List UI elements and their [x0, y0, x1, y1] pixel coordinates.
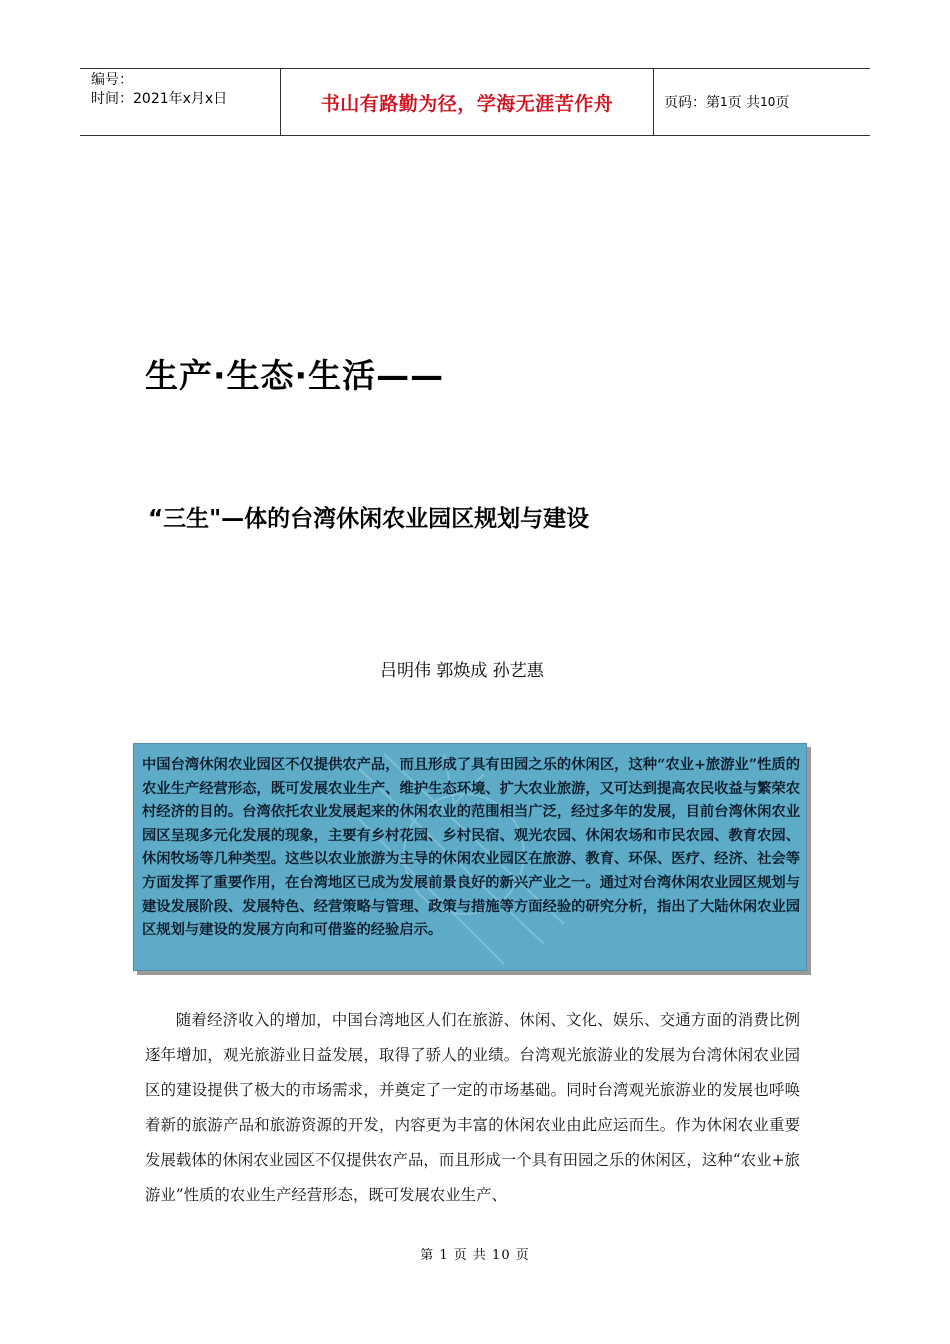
- page-total: 10: [760, 95, 776, 109]
- abstract-text: 中国台湾休闲农业园区不仅提供农产品，而且形成了具有田园之乐的休闲区，这种“农业+旅游业”性质的农业生产经营形态，既可发展农业生产、维护生态环境、扩大农业旅游，又可达到提高农民收益与繁荣农村经济的目的。台湾依托农业发展起来的休闲农业的范围相当广泛，经过多年的发展，目前台湾休闲农业园区呈现多元化发展的现象，主要有乡村花园、乡村民宿、观光农园、休闲农场和市民农园、教育农园、休闲牧场等几种类型。这些以农业旅游为主导的休闲农业园区在旅游、教育、环保、医疗、经济、社会等方面发挥了重要作用，在台湾地区已成为发展前景良好的新兴产业之一。通过对台湾休闲农业园区规划与建设发展阶段、发展特色、经营策略与管理、政策与措施等方面经验的研究分析，指出了大陆休闲农业园区规划与建设的发展方向和可借鉴的经验启示。: [142, 757, 800, 939]
- header-motto-cell: [281, 69, 654, 135]
- page-label: 页码：第: [664, 95, 720, 111]
- header-meta: [80, 69, 281, 135]
- document-time-label: 时间：2021年x月x日: [91, 91, 228, 107]
- document-number-label: 编号：: [91, 72, 133, 88]
- header-page-info: [654, 69, 870, 135]
- page-end-label: 页: [775, 95, 790, 111]
- body-text: [145, 1003, 800, 1213]
- page-mid-label: 页 共: [727, 95, 761, 111]
- page-footer: 第 1 页 共 10 页: [420, 1248, 530, 1263]
- header-motto: 书山有路勤为径，学海无涯苦作舟: [320, 92, 614, 115]
- document-subtitle: “三生"—体的台湾休闲农业园区规划与建设: [148, 506, 590, 532]
- document-title: 生产·生态·生活——: [145, 356, 445, 395]
- abstract-box: [133, 743, 807, 971]
- page-number: 1: [720, 95, 728, 109]
- page-header: [80, 68, 870, 136]
- body-paragraph: 随着经济收入的增加，中国台湾地区人们在旅游、休闲、文化、娱乐、交通方面的消费比例逐年增加，观光旅游业日益发展，取得了骄人的业绩。台湾观光旅游业的发展为台湾休闲农业园区的建设提供了极大的市场需求，并奠定了一定的市场基础。同时台湾观光旅游业的发展也呼唤着新的旅游产品和旅游资源的开发，内容更为丰富的休闲农业由此应运而生。作为休闲农业重要发展载体的休闲农业园区不仅提供农产品，而且形成一个具有田园之乐的休闲区，这种“农业+旅游业”性质的农业生产经营形态，既可发展农业生产、: [145, 1011, 800, 1204]
- document-authors: 吕明伟 郭焕成 孙艺惠: [380, 661, 544, 681]
